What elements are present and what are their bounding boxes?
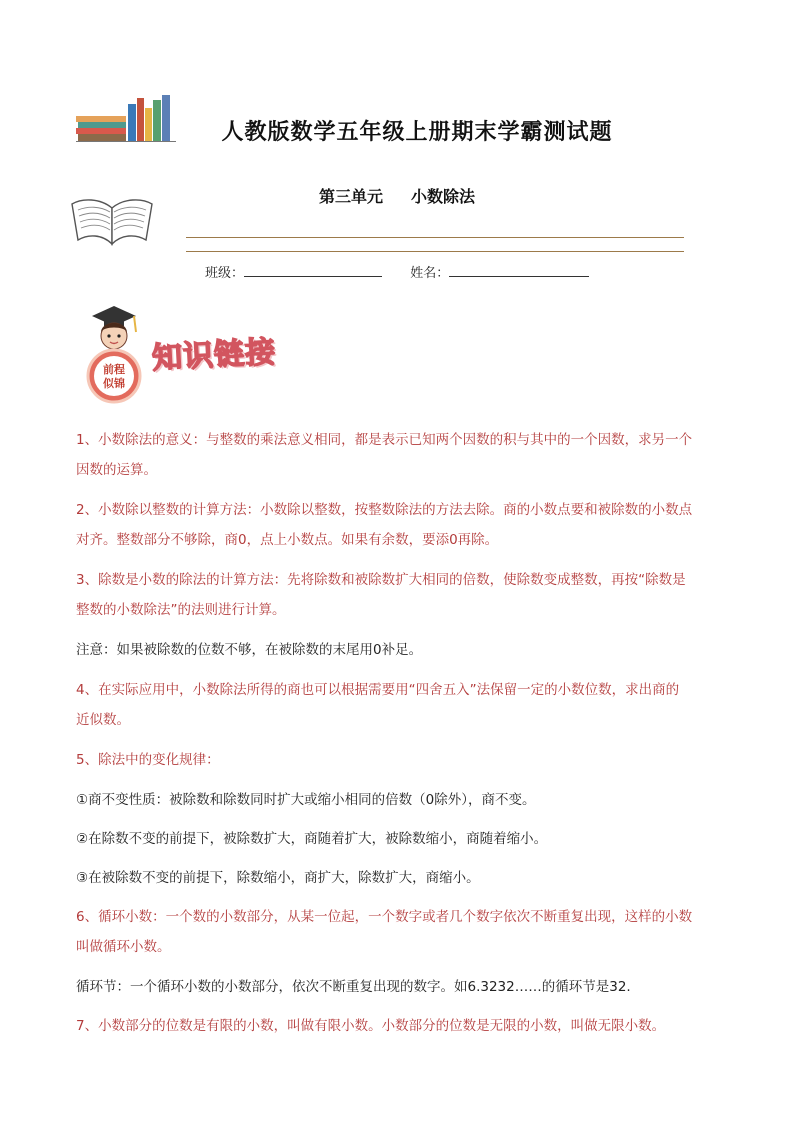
point-line: 5、除法中的变化规律： bbox=[76, 752, 220, 768]
page-title: 人教版数学五年级上册期末学霸测试题 bbox=[221, 120, 613, 145]
point-line: 6、循环小数：一个数的小数部分，从某一位起，一个数字或者几个数字依次不断重复出现，这样的小数 bbox=[76, 909, 693, 925]
point-4 bbox=[76, 675, 724, 735]
point-line: 整数的小数除法”的法则进行计算。 bbox=[76, 602, 286, 618]
class-field[interactable] bbox=[244, 262, 382, 277]
point-1 bbox=[76, 425, 724, 485]
badge-text-line2: 似锦 bbox=[103, 377, 125, 390]
graduate-badge-icon bbox=[74, 300, 156, 404]
knowledge-link-heading: 知识链接 bbox=[151, 334, 278, 377]
point-line: 循环节：一个循环小数的小数部分，依次不断重复出现的数字。如6.3232……的循环节是32. bbox=[76, 979, 631, 995]
unit-label: 第三单元 bbox=[318, 187, 383, 206]
point-line: 3、除数是小数的除法的计算方法：先将除数和被除数扩大相同的倍数，使除数变成整数，再按“除数是 bbox=[76, 572, 686, 588]
point-line: ①商不变性质：被除数和除数同时扩大或缩小相同的倍数（0除外），商不变。 bbox=[76, 792, 536, 808]
badge-text-line1: 前程 bbox=[103, 363, 125, 376]
name-field[interactable] bbox=[449, 262, 589, 277]
point-line: 因数的运算。 bbox=[76, 462, 157, 478]
point-6 bbox=[76, 902, 724, 962]
point-2 bbox=[76, 495, 724, 555]
note bbox=[76, 635, 724, 665]
point-line: 叫做循环小数。 bbox=[76, 939, 171, 955]
point-7 bbox=[76, 1011, 724, 1041]
student-info-row bbox=[205, 262, 589, 281]
point-line: 近似数。 bbox=[76, 712, 130, 728]
point-line: ③在被除数不变的前提下，除数缩小，商扩大，除数扩大，商缩小。 bbox=[76, 870, 480, 886]
rule-2 bbox=[76, 824, 724, 854]
point-3 bbox=[76, 565, 724, 625]
rule-3 bbox=[76, 863, 724, 893]
unit-topic: 小数除法 bbox=[411, 187, 476, 206]
unit-heading bbox=[0, 184, 794, 207]
cycle-note bbox=[76, 972, 724, 1002]
point-line: 对齐。整数部分不够除，商0，点上小数点。如果有余数，要添0再除。 bbox=[76, 532, 499, 548]
divider-line bbox=[186, 237, 684, 238]
point-line: ②在除数不变的前提下，被除数扩大，商随着扩大，被除数缩小，商随着缩小。 bbox=[76, 831, 548, 847]
point-5 bbox=[76, 745, 724, 775]
point-line: 1、小数除法的意义：与整数的乘法意义相同，都是表示已知两个因数的积与其中的一个因数，求另一个 bbox=[76, 432, 693, 448]
point-line: 2、小数除以整数的计算方法：小数除以整数，按整数除法的方法去除。商的小数点要和被除数的小数点 bbox=[76, 502, 693, 518]
name-label: 姓名： bbox=[410, 266, 450, 281]
point-line: 7、小数部分的位数是有限的小数，叫做有限小数。小数部分的位数是无限的小数，叫做无限小数。 bbox=[76, 1018, 666, 1034]
point-line: 4、在实际应用中，小数除法所得的商也可以根据需要用“四舍五入”法保留一定的小数位数，求出商的 bbox=[76, 682, 680, 698]
point-line: 注意：如果被除数的位数不够，在被除数的末尾用0补足。 bbox=[76, 642, 423, 658]
divider-line bbox=[186, 251, 684, 252]
rule-1 bbox=[76, 785, 724, 815]
class-label: 班级： bbox=[205, 266, 245, 281]
